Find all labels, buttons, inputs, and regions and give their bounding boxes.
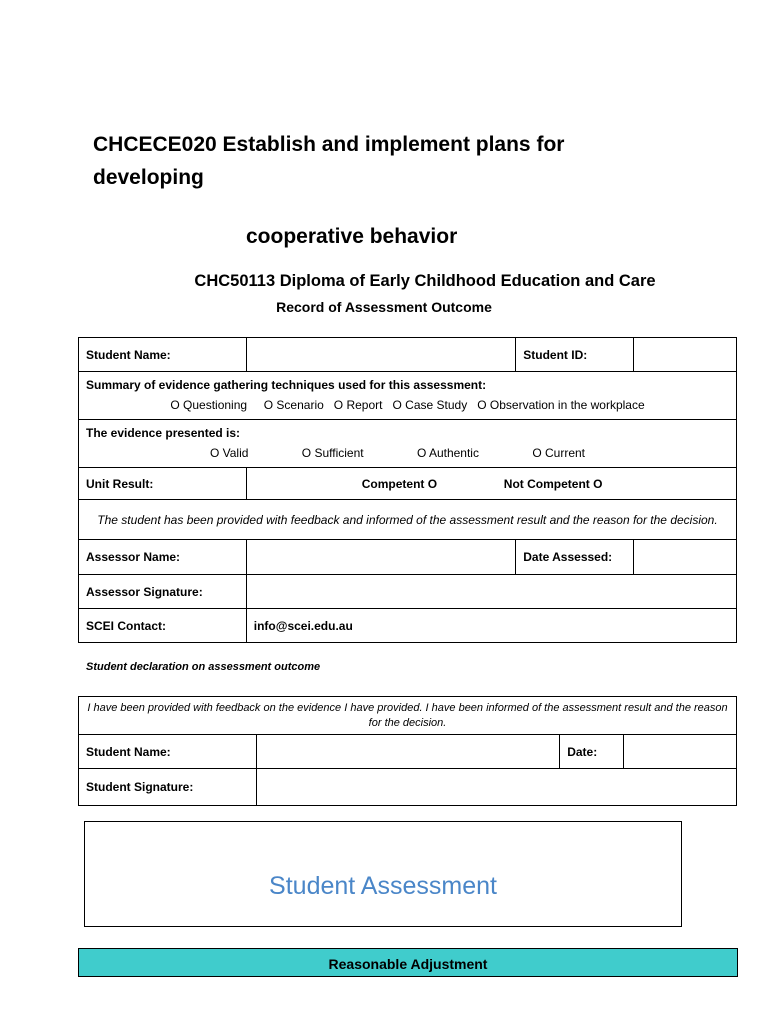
evidence-label: The evidence presented is: bbox=[86, 425, 241, 440]
feedback-note: The student has been provided with feedback and informed of the assessment result and the reason for the decision. bbox=[79, 500, 737, 540]
student-name-label: Student Name: bbox=[79, 338, 247, 372]
evidence-option[interactable]: O Sufficient bbox=[301, 445, 364, 460]
declaration-date-field[interactable] bbox=[624, 735, 737, 769]
student-signature-label: Student Signature: bbox=[79, 769, 257, 806]
table-row bbox=[79, 420, 737, 468]
not-competent-option[interactable]: Not Competent O bbox=[503, 476, 603, 491]
table-row bbox=[79, 540, 737, 575]
student-id-field[interactable] bbox=[634, 338, 737, 372]
table-row bbox=[79, 468, 737, 500]
unit-result-label: Unit Result: bbox=[79, 468, 247, 500]
competent-option[interactable]: Competent O bbox=[361, 476, 438, 491]
techniques-cell bbox=[79, 372, 737, 420]
record-heading: Record of Assessment Outcome bbox=[276, 299, 492, 315]
evidence-cell bbox=[79, 420, 737, 468]
student-name-field[interactable] bbox=[246, 338, 515, 372]
table-row bbox=[79, 609, 737, 643]
declaration-statement: I have been provided with feedback on the evidence I have provided. I have been informed of the assessment result and the reason for the decision. bbox=[79, 697, 737, 735]
declaration-table bbox=[78, 696, 737, 806]
page-title bbox=[93, 128, 653, 194]
assessor-name-field[interactable] bbox=[246, 540, 515, 575]
evidence-options bbox=[86, 446, 729, 460]
technique-option[interactable]: O Questioning bbox=[170, 397, 248, 412]
unit-result-options bbox=[246, 468, 736, 500]
reasonable-adjustment-bar: Reasonable Adjustment bbox=[78, 948, 738, 977]
assessor-signature-field[interactable] bbox=[246, 575, 736, 609]
techniques-options bbox=[86, 398, 729, 412]
evidence-option[interactable]: O Current bbox=[532, 445, 586, 460]
table-row bbox=[79, 735, 737, 769]
technique-option[interactable]: O Scenario bbox=[263, 397, 324, 412]
table-row bbox=[79, 697, 737, 735]
date-assessed-field[interactable] bbox=[634, 540, 737, 575]
technique-option[interactable]: O Report bbox=[333, 397, 383, 412]
table-row bbox=[79, 769, 737, 806]
table-row bbox=[79, 338, 737, 372]
declaration-student-name-label: Student Name: bbox=[79, 735, 257, 769]
evidence-option[interactable]: O Valid bbox=[209, 445, 249, 460]
table-row bbox=[79, 500, 737, 540]
assessment-outcome-table bbox=[78, 337, 737, 643]
student-id-label: Student ID: bbox=[516, 338, 634, 372]
assessor-name-label: Assessor Name: bbox=[79, 540, 247, 575]
scei-contact-value: info@scei.edu.au bbox=[246, 609, 736, 643]
declaration-heading: Student declaration on assessment outcome bbox=[86, 661, 321, 673]
techniques-label: Summary of evidence gathering techniques used for this assessment: bbox=[86, 377, 487, 392]
date-assessed-label: Date Assessed: bbox=[516, 540, 634, 575]
declaration-date-label: Date: bbox=[560, 735, 624, 769]
diploma-heading: CHC50113 Diploma of Early Childhood Education and Care bbox=[194, 272, 656, 290]
declaration-student-name-field[interactable] bbox=[256, 735, 559, 769]
scei-contact-label: SCEI Contact: bbox=[79, 609, 247, 643]
assessor-signature-label: Assessor Signature: bbox=[79, 575, 247, 609]
page-title-continued: cooperative behavior bbox=[246, 225, 458, 248]
table-row bbox=[79, 372, 737, 420]
evidence-option[interactable]: O Authentic bbox=[416, 445, 479, 460]
title-line-1: CHCECE020 Establish and implement plans for developing bbox=[93, 133, 565, 189]
student-signature-field[interactable] bbox=[256, 769, 736, 806]
technique-option[interactable]: O Case Study bbox=[392, 397, 468, 412]
technique-option[interactable]: O Observation in the workplace bbox=[477, 397, 645, 412]
table-row bbox=[79, 575, 737, 609]
student-assessment-heading: Student Assessment bbox=[269, 872, 497, 900]
